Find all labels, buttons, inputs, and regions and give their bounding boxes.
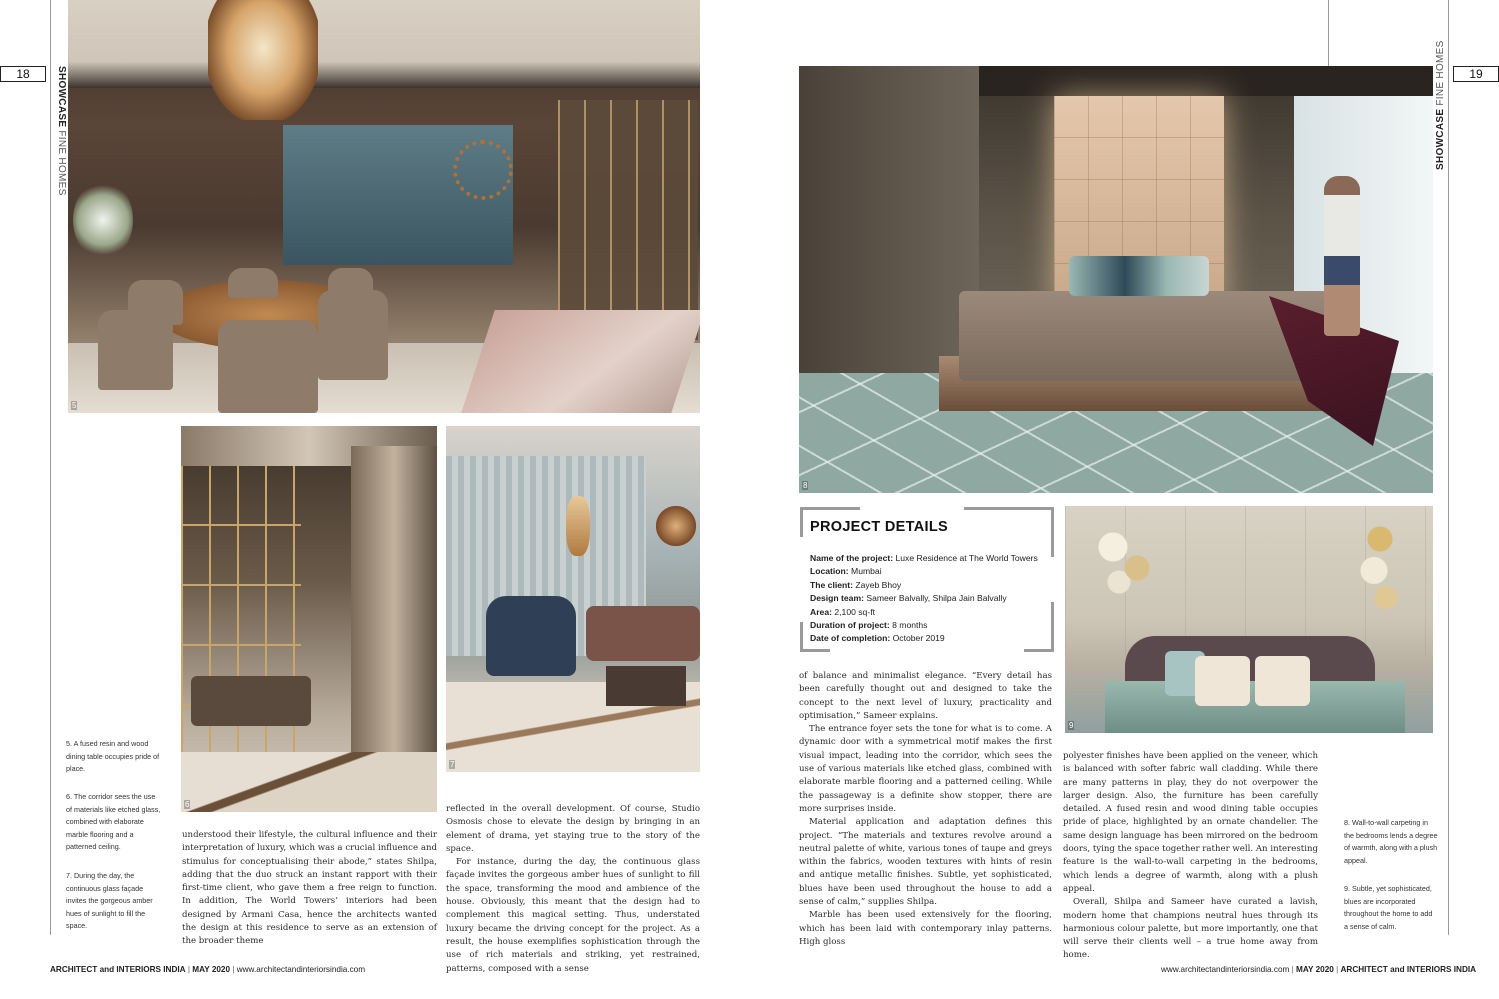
detail-label: Design team: (810, 593, 864, 604)
paragraph: polyester finishes have been applied on the veneer, which is balanced with softer fabric wall cladding. While there are many patterns in play, they do not overpower the larger design. Also, the furniture has been carefully detailed. A fused resin and wood dining table occupies pride of place, highlighted by an ornate chandelier. The same design language has been mirrored on the bedroom doors, tying the space together rather well. An interesting feature is the wall-to-wall carpeting in the bedrooms, which lends a degree of warmth, along with a plush appeal. (1063, 751, 1318, 894)
body-column-1 (182, 829, 437, 949)
detail-value: 2,100 sq-ft (831, 606, 875, 617)
caption-9: 9. Subtle, yet sophisticated, blues are incorporated throughout the home to add a sense of calm. (1344, 884, 1433, 931)
paragraph: For instance, during the day, the continuous glass façade invites the gorgeous amber hues of sunlight to fill the space, transforming the mood and ambience of the house. Obviously, this meant that the design had to complement this magical setting. Thus, understated luxury became the driving concept for the project. As a result, the house exemplifies sophistication through the use of rich materials and striking, yet restrained, patterns, composed with a sense (446, 857, 700, 974)
photo-corridor (181, 426, 437, 812)
photo-living-room (446, 426, 700, 772)
detail-row (810, 632, 1050, 645)
photo-guest-bedroom (1065, 506, 1433, 733)
detail-label: Date of completion: (810, 633, 891, 644)
detail-value: Mumbai (848, 566, 882, 577)
photo-number: 7 (450, 760, 455, 769)
section-label-light: FINE HOMES (56, 127, 67, 196)
detail-value: October 2019 (890, 633, 945, 644)
body-column-4 (1063, 750, 1318, 963)
section-label-left (56, 66, 68, 196)
footer-left: ARCHITECT and INTERIORS INDIA | MAY 2020 | www.architectandinteriorsindia.com (50, 965, 366, 974)
detail-value: Sameer Balvally, Shilpa Jain Balvally (863, 593, 1007, 604)
detail-label: Name of the project: (810, 553, 894, 563)
body-column-2 (446, 803, 700, 976)
detail-row (810, 619, 1050, 632)
caption-7: 7. During the day, the continuous glass façade invites the gorgeous amber hues of sunlight to fill the space. (66, 871, 153, 931)
paragraph: reflected in the overall development. Of course, Studio Osmosis chose to elevate the design by bringing in an element of drama, yet staying true to the story of the space. (446, 804, 700, 854)
section-label-light: FINE HOMES (1435, 40, 1446, 109)
detail-row (810, 565, 1050, 578)
paragraph: Material application and adaptation defines this project. “The materials and textures revolve around a neutral palette of white, various tones of taupe and greys within the fabrics, wooden textures with hints of resin and antique metallic finishes. Subtle, yet sophisticated, blues have been used throughout the house to add a sense of calm,” supplies Shilpa. (799, 817, 1052, 908)
detail-row (810, 552, 1050, 565)
footer-magazine: ARCHITECT and INTERIORS INDIA (1340, 965, 1477, 974)
footer-magazine: ARCHITECT and INTERIORS INDIA (50, 965, 186, 974)
footer-right: www.architectandinteriorsindia.com | MAY 2020 | ARCHITECT and INTERIORS INDIA (1161, 965, 1477, 974)
footer-issue: MAY 2020 (1296, 965, 1334, 974)
page-number-left: 18 (0, 66, 46, 82)
detail-label: Area: (810, 606, 832, 617)
caption-5: 5. A fused resin and wood dining table occupies pride of place. (66, 739, 160, 774)
section-label-right (1435, 40, 1447, 176)
detail-label: The client: (810, 579, 853, 590)
detail-row (810, 592, 1050, 605)
photo-number: 5 (72, 401, 77, 410)
project-details-list (810, 552, 1050, 646)
detail-label: Duration of project: (810, 620, 890, 631)
photo-master-bedroom (799, 66, 1433, 493)
detail-row (810, 606, 1050, 619)
photo-dining-room (68, 0, 700, 413)
page-number-right: 19 (1453, 66, 1499, 82)
paragraph: The entrance foyer sets the tone for what is to come. A dynamic door with a symmetrical motif makes the first visual impact, leading into the corridor, which sees the use of various materials like etched glass, combined with elaborate marble flooring and a patterned ceiling. While the passageway is a definite show stopper, there are more surprises inside. (799, 724, 1052, 814)
right-outer-rule (1448, 0, 1449, 935)
footer-issue: MAY 2020 (192, 965, 231, 974)
caption-6: 6. The corridor sees the use of materials like etched glass, combined with elaborate marble flooring and a patterned ceiling. (66, 792, 161, 852)
footer-url[interactable]: www.architectandinteriorsindia.com (1161, 965, 1290, 974)
caption-8: 8. Wall-to-wall carpeting in the bedrooms lends a degree of warmth, along with a plush appeal. (1344, 818, 1438, 865)
body-column-3 (799, 670, 1052, 949)
detail-row (810, 579, 1050, 592)
photo-number: 9 (1069, 721, 1074, 730)
footer-url[interactable]: www.architectandinteriorsindia.com (236, 965, 366, 974)
paragraph: Marble has been used extensively for the flooring, which has been laid with contemporary inlay patterns. High gloss (799, 910, 1052, 947)
project-details-box (800, 507, 1054, 652)
section-label-bold: SHOWCASE (1435, 108, 1446, 170)
left-margin-rule (50, 0, 51, 935)
section-label-bold: SHOWCASE (56, 66, 67, 128)
photo-number: 6 (185, 800, 190, 809)
detail-value: 8 months (889, 620, 928, 631)
detail-value: Luxe Residence at The World Towers (893, 553, 1038, 563)
paragraph: understood their lifestyle, the cultural influence and their interpretation of luxury, which was a crucial influence and stimulus for conceptualising their abode,” states Shilpa, adding that the duo struck an instant rapport with their first-time client, who gave them a free reign to function. In addition, The World Towers’ interiors had been designed by Armani Casa, hence the architects wanted the design at this residence to serve as an extension of the broader theme (182, 830, 437, 947)
photo-number: 8 (803, 481, 808, 490)
paragraph: of balance and minimalist elegance. “Every detail has been carefully thought out and designed to take the concept to the next level of luxury, practicality and optimisation,” Sameer explains. (799, 671, 1052, 721)
project-details-title: PROJECT DETAILS (810, 519, 948, 535)
detail-value: Zayeb Bhoy (852, 579, 902, 590)
right-margin-rule (1328, 0, 1329, 70)
paragraph: Overall, Shilpa and Sameer have curated a lavish, modern home that champions neutral hues through its harmonious colour palette, but more importantly, one that will serve their clients well – a true home away from home. (1063, 897, 1318, 961)
detail-label: Location: (810, 566, 849, 577)
